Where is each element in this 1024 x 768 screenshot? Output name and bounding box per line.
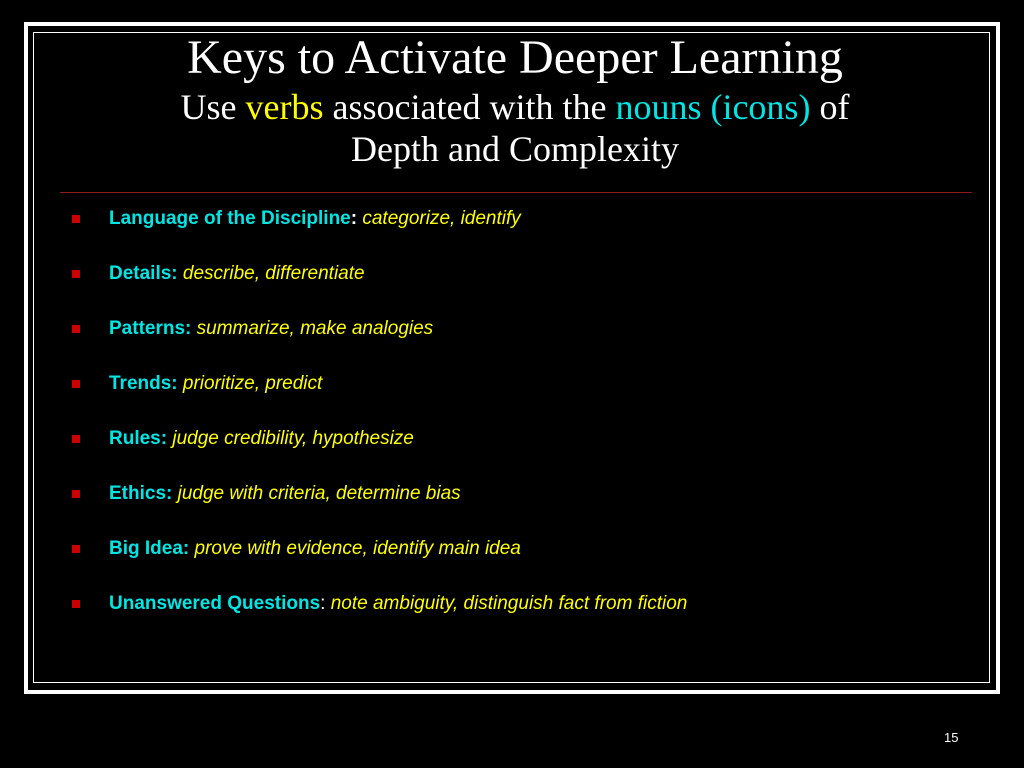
title-block bbox=[40, 30, 990, 170]
bullet-text bbox=[109, 536, 521, 562]
bullet-verbs: prove with evidence, identify main idea bbox=[189, 538, 521, 559]
square-bullet-icon bbox=[72, 380, 80, 388]
subtitle-verbs-word: verbs bbox=[245, 87, 324, 127]
square-bullet-icon bbox=[72, 325, 80, 333]
bullet-separator: : bbox=[320, 593, 326, 614]
list-item bbox=[72, 371, 952, 426]
list-item bbox=[72, 316, 952, 371]
bullet-separator: : bbox=[350, 208, 358, 229]
title-divider bbox=[60, 192, 972, 193]
subtitle-nouns-word: nouns (icons) bbox=[615, 87, 811, 127]
bullet-list bbox=[72, 206, 952, 646]
bullet-term: Rules: bbox=[109, 428, 168, 449]
bullet-text bbox=[109, 261, 365, 287]
bullet-verbs: judge with criteria, determine bias bbox=[172, 483, 461, 504]
list-item bbox=[72, 426, 952, 481]
bullet-verbs: categorize, identify bbox=[357, 208, 521, 229]
bullet-verbs: summarize, make analogies bbox=[191, 318, 434, 339]
square-bullet-icon bbox=[72, 215, 80, 223]
subtitle-part-3: of bbox=[810, 87, 850, 127]
slide-title: Keys to Activate Deeper Learning bbox=[187, 31, 843, 84]
square-bullet-icon bbox=[72, 600, 80, 608]
subtitle-part-1: Use bbox=[180, 87, 246, 127]
bullet-term: Details: bbox=[109, 263, 178, 284]
bullet-text bbox=[109, 371, 322, 397]
bullet-term: Trends: bbox=[109, 373, 178, 394]
list-item bbox=[72, 591, 952, 646]
bullet-verbs: note ambiguity, distinguish fact from fiction bbox=[325, 593, 688, 614]
bullet-term: Ethics: bbox=[109, 483, 173, 504]
bullet-text bbox=[109, 481, 461, 507]
subtitle-part-2: associated with the bbox=[323, 87, 616, 127]
bullet-verbs: prioritize, predict bbox=[177, 373, 323, 394]
bullet-text bbox=[109, 426, 414, 452]
bullet-term: Patterns: bbox=[109, 318, 192, 339]
square-bullet-icon bbox=[72, 545, 80, 553]
slide-subtitle-line-2: Depth and Complexity bbox=[351, 129, 679, 169]
bullet-term: Language of the Discipline bbox=[109, 208, 351, 229]
list-item bbox=[72, 206, 952, 261]
list-item bbox=[72, 481, 952, 536]
bullet-term: Big Idea: bbox=[109, 538, 190, 559]
bullet-verbs: judge credibility, hypothesize bbox=[167, 428, 414, 449]
square-bullet-icon bbox=[72, 270, 80, 278]
page-number: 15 bbox=[944, 730, 959, 745]
bullet-verbs: describe, differentiate bbox=[177, 263, 365, 284]
bullet-text bbox=[109, 591, 687, 617]
square-bullet-icon bbox=[72, 490, 80, 498]
slide-subtitle-line-1 bbox=[40, 86, 990, 128]
bullet-text bbox=[109, 206, 521, 232]
bullet-term: Unanswered Questions bbox=[109, 593, 321, 614]
list-item bbox=[72, 536, 952, 591]
bullet-text bbox=[109, 316, 433, 342]
square-bullet-icon bbox=[72, 435, 80, 443]
list-item bbox=[72, 261, 952, 316]
